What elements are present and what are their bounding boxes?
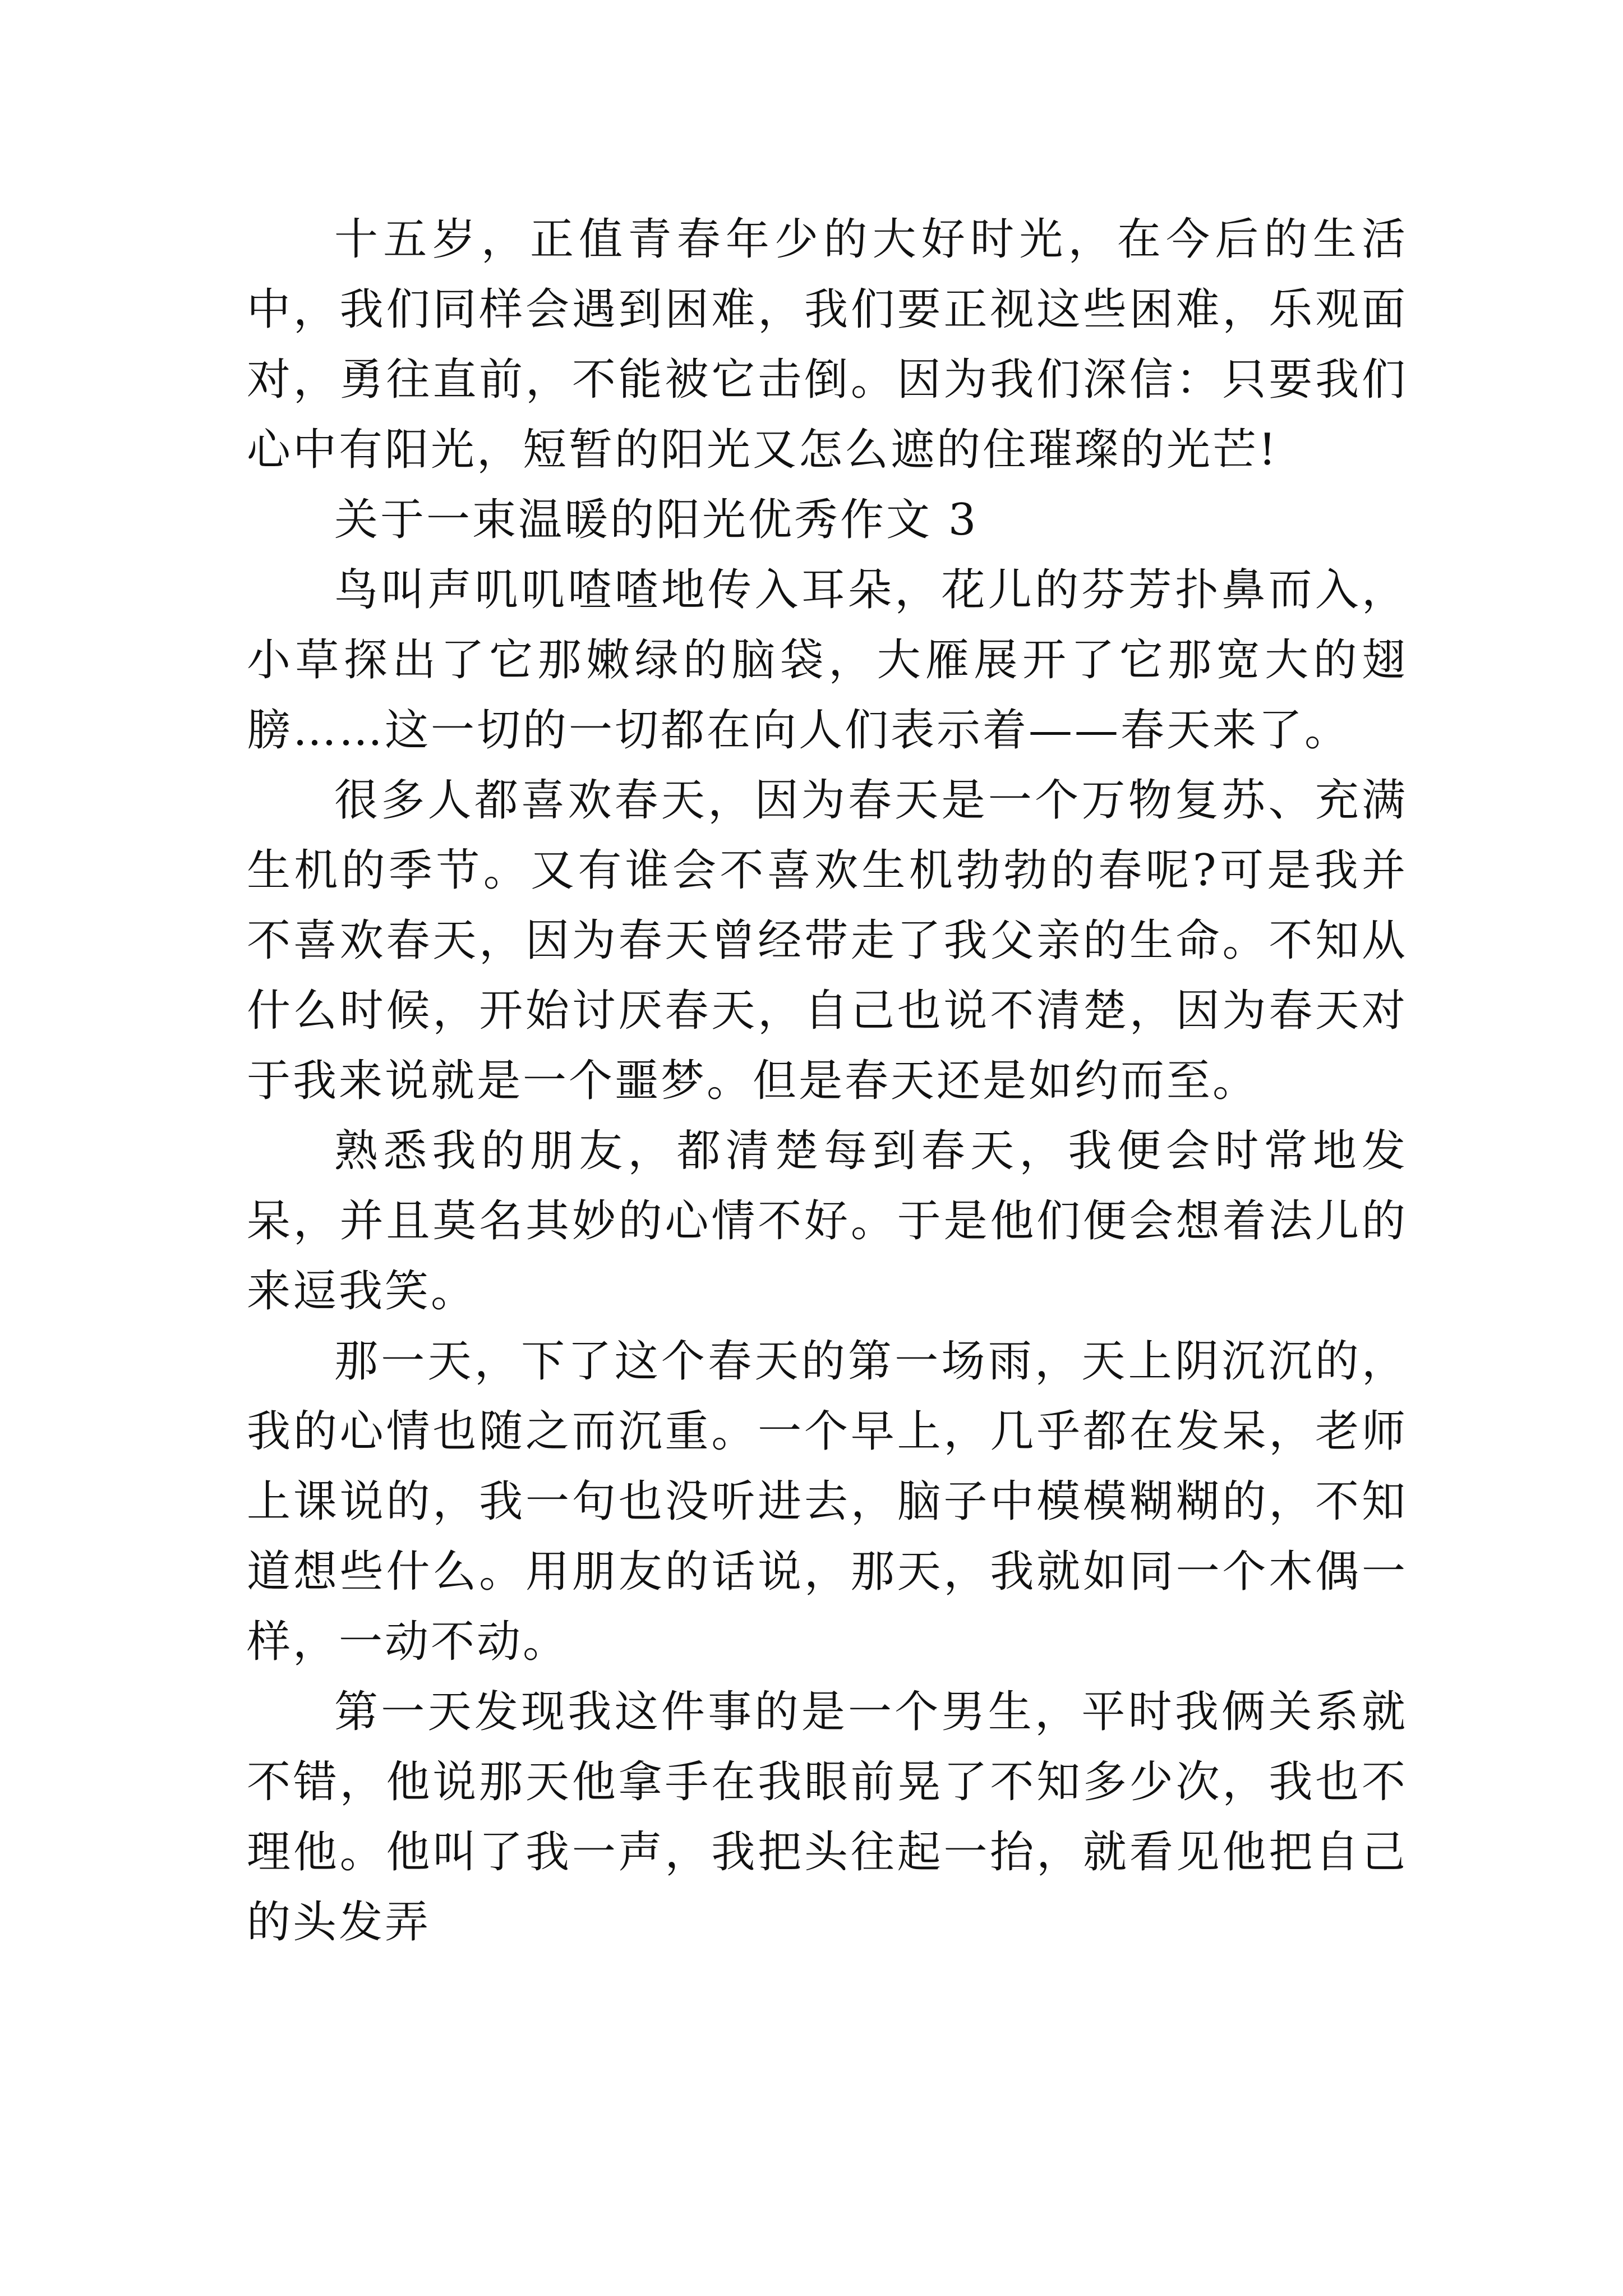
document-body (247, 205, 1408, 1958)
paragraph-3: 很多人都喜欢春天，因为春天是一个万物复苏、充满生机的季节。又有谁会不喜欢生机勃勃的春呢?可是我并不喜欢春天，因为春天曾经带走了我父亲的生命。不知从什么时候，开始讨厌春天，自己也说不清楚，因为春天对于我来说就是一个噩梦。但是春天还是如约而至。 (247, 775, 1408, 1106)
section-title: 关于一束温暖的阳光优秀作文 3 (334, 495, 979, 545)
paragraph-5: 那一天，下了这个春天的第一场雨，天上阴沉沉的，我的心情也随之而沉重。一个早上，几乎都在发呆，老师上课说的，我一句也没听进去，脑子中模模糊糊的，不知道想些什么。用朋友的话说，那天，我就如同一个木偶一样，一动不动。 (247, 1336, 1408, 1667)
paragraph-2: 鸟叫声叽叽喳喳地传入耳朵，花儿的芬芳扑鼻而入，小草探出了它那嫩绿的脑袋，大雁展开了它那宽大的翅膀……这一切的一切都在向人们表示着——春天来了。 (247, 565, 1408, 756)
paragraph-6: 第一天发现我这件事的是一个男生，平时我俩关系就不错，他说那天他拿手在我眼前晃了不知多少次，我也不理他。他叫了我一声，我把头往起一抬，就看见他把自己的头发弄 (247, 1687, 1408, 1948)
paragraph-4: 熟悉我的朋友，都清楚每到春天，我便会时常地发呆，并且莫名其妙的心情不好。于是他们便会想着法儿的来逗我笑。 (247, 1126, 1408, 1317)
paragraph-1: 十五岁，正值青春年少的大好时光，在今后的生活中，我们同样会遇到困难，我们要正视这些困难，乐观面对，勇往直前，不能被它击倒。因为我们深信：只要我们心中有阳光，短暂的阳光又怎么遮的住璀璨的光芒! (247, 214, 1408, 475)
